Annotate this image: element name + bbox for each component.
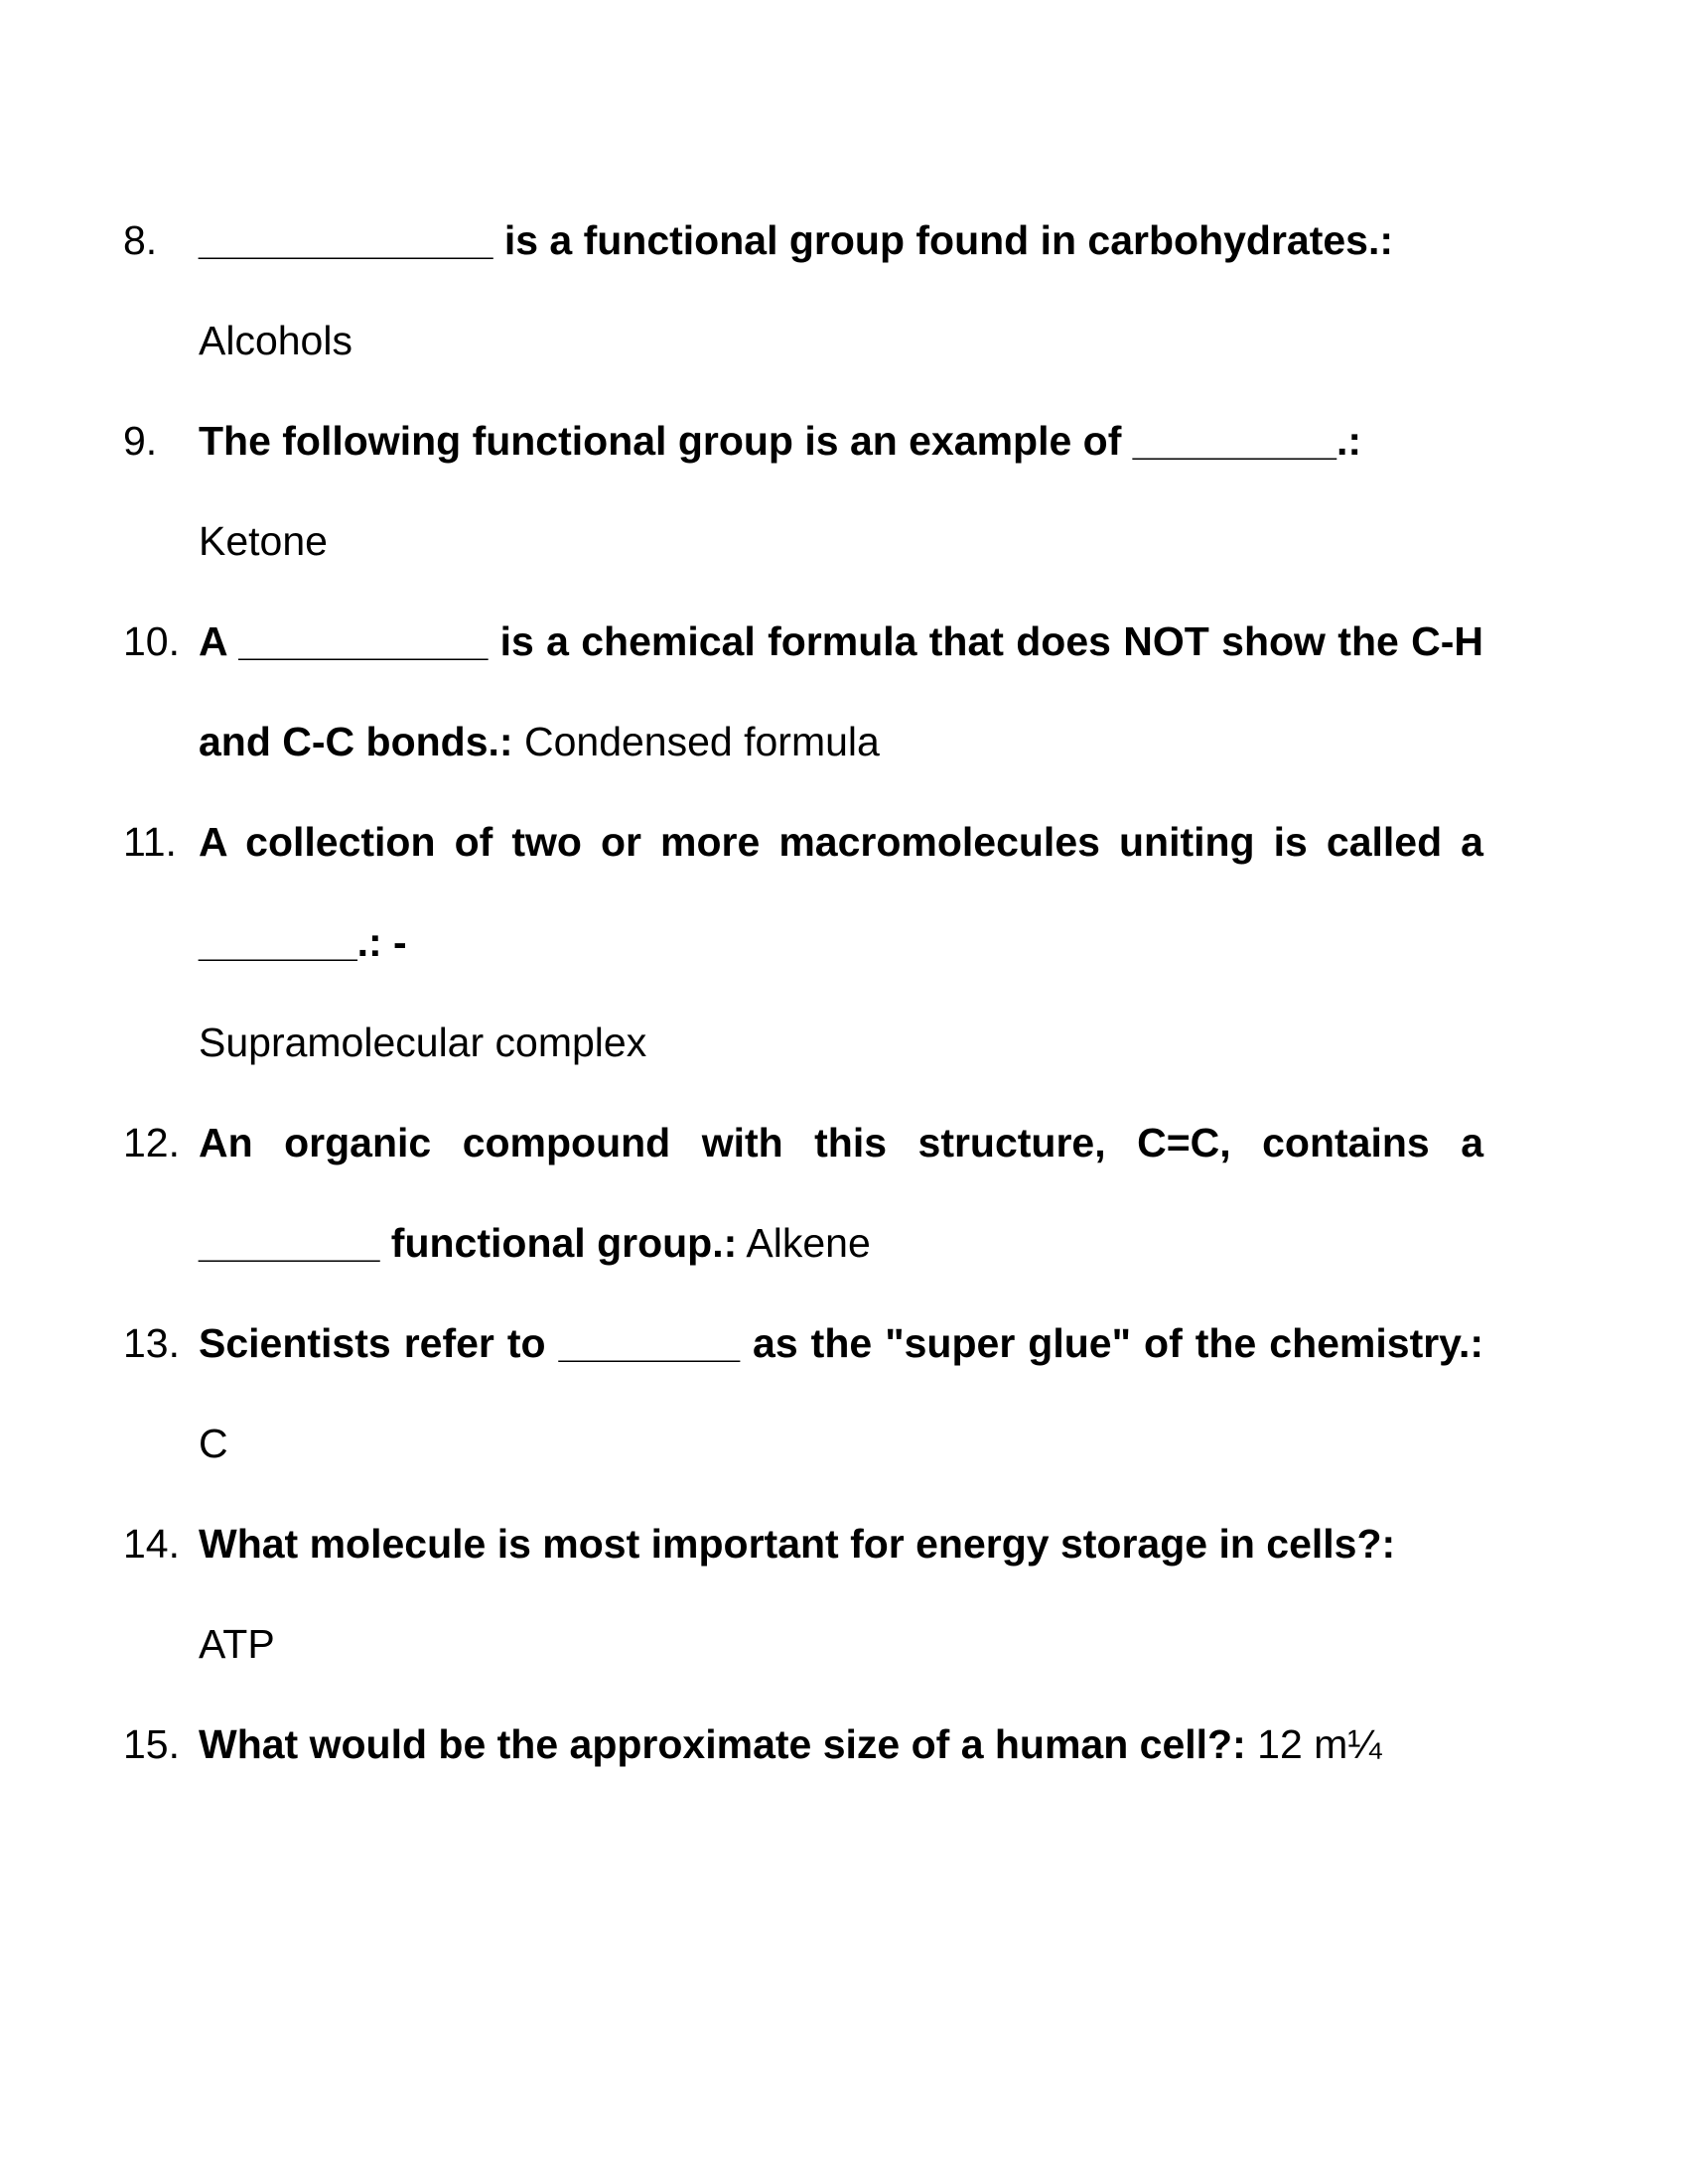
question-text: An organic compound with this structure, C=C, contains a ________ functional group.: [199,1120,1483,1266]
answer-text: Alcohols [199,318,352,363]
question-item-8 [123,191,1483,391]
question-text: What molecule is most important for energy storage in cells?: [199,1521,1396,1567]
question-number: 13. [123,1320,180,1366]
answer-text: Alkene [746,1220,871,1266]
question-item-12 [123,1093,1483,1294]
answer-text: C [199,1421,228,1466]
answer-text: Condensed formula [523,719,880,764]
answer-text: 12 m¼ [1257,1721,1382,1767]
answer-text: ATP [199,1621,275,1667]
question-body [199,1093,1483,1294]
question-item-10 [123,592,1483,792]
question-number: 12. [123,1120,180,1165]
question-number: 15. [123,1721,180,1767]
answer-text: Ketone [199,518,328,564]
question-number: 9. [123,418,158,464]
question-body [199,191,1483,391]
question-item-11 [123,792,1483,1093]
question-text: Scientists refer to ________ as the "super glue" of the chemistry.: [199,1320,1483,1366]
question-item-15 [123,1695,1483,1795]
question-body [199,1695,1483,1795]
question-text: A collection of two or more macromolecules uniting is called a _______.: - [199,819,1483,965]
question-text: A ___________ is a chemical formula that does NOT show the C-H and C-C bonds.: [199,618,1483,764]
question-item-14 [123,1494,1483,1695]
question-item-9 [123,391,1483,592]
question-body [199,1294,1483,1494]
question-text: What would be the approximate size of a human cell?: [199,1721,1246,1767]
question-text: _____________ is a functional group found in carbohydrates.: [199,217,1394,263]
answer-text: Supramolecular complex [199,1020,647,1065]
question-number: 8. [123,217,158,263]
question-body [199,592,1483,792]
question-body [199,391,1483,592]
question-text: The following functional group is an example of _________.: [199,418,1362,464]
question-number: 14. [123,1521,180,1567]
question-body [199,1494,1483,1695]
question-number: 11. [123,819,177,865]
question-body [199,792,1483,1093]
question-list [123,191,1483,1795]
question-item-13 [123,1294,1483,1494]
question-number: 10. [123,618,180,664]
